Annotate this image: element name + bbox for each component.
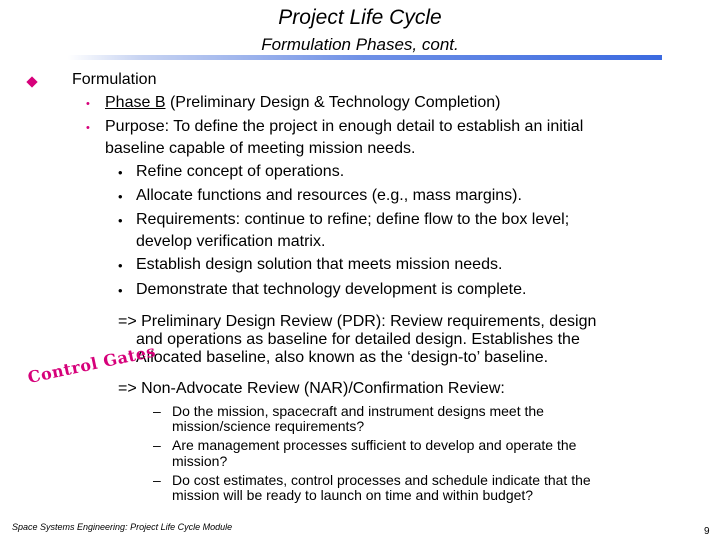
bullet-icon: •	[118, 213, 123, 228]
nar-item-continuation: mission will be ready to launch on time and within budget?	[172, 487, 534, 503]
nar-item-continuation: mission?	[172, 453, 228, 469]
bullet-icon: •	[118, 189, 123, 204]
nar-heading: => Non-Advocate Review (NAR)/Confirmation Review:	[118, 380, 505, 397]
control-gates-stamp: Control Gates	[26, 341, 158, 387]
sub-item: Refine concept of operations.	[136, 163, 345, 180]
diamond-bullet-icon	[26, 76, 37, 87]
nar-item-continuation: mission/science requirements?	[172, 418, 365, 434]
slide-title: Project Life Cycle	[278, 6, 442, 29]
purpose-line-1: Purpose: To define the project in enough detail to establish an initial	[105, 118, 584, 135]
footer-text: Space Systems Engineering: Project Life Cycle Module	[12, 522, 233, 532]
dash-bullet-icon: –	[153, 472, 161, 488]
sub-item: Requirements: continue to refine; define flow to the box level;	[136, 211, 570, 228]
phase-b-label: Phase B	[105, 94, 166, 111]
slide-subtitle: Formulation Phases, cont.	[261, 35, 459, 54]
nar-item: Do the mission, spacecraft and instrument designs meet the	[172, 403, 544, 419]
pdr-line-1: => Preliminary Design Review (PDR): Review requirements, design	[118, 313, 597, 330]
title-divider	[68, 55, 662, 60]
bullet-icon: •	[118, 165, 123, 180]
nar-item: Are management processes sufficient to develop and operate the	[172, 437, 577, 453]
bullet-icon: •	[118, 258, 123, 273]
sub-item: Demonstrate that technology development is complete.	[136, 281, 527, 298]
page-number: 9	[704, 526, 710, 537]
nar-item: Do cost estimates, control processes and schedule indicate that the	[172, 472, 591, 488]
formulation-heading: Formulation	[72, 71, 157, 88]
dash-bullet-icon: –	[153, 437, 161, 453]
sub-item-continuation: develop verification matrix.	[136, 233, 326, 250]
bullet-icon: •	[86, 98, 90, 110]
bullet-icon: •	[86, 122, 90, 134]
pdr-line-2: and operations as baseline for detailed design. Establishes the	[136, 331, 580, 348]
sub-item: Establish design solution that meets mission needs.	[136, 256, 503, 273]
phase-b-description: (Preliminary Design & Technology Completion)	[169, 94, 501, 111]
dash-bullet-icon: –	[153, 403, 161, 419]
sub-item: Allocate functions and resources (e.g., mass margins).	[136, 187, 522, 204]
bullet-icon: •	[118, 283, 123, 298]
purpose-line-2: baseline capable of meeting mission needs.	[105, 140, 416, 157]
pdr-line-3: Allocated baseline, also known as the ‘design-to’ baseline.	[136, 349, 549, 366]
phase-b-line	[105, 94, 500, 112]
